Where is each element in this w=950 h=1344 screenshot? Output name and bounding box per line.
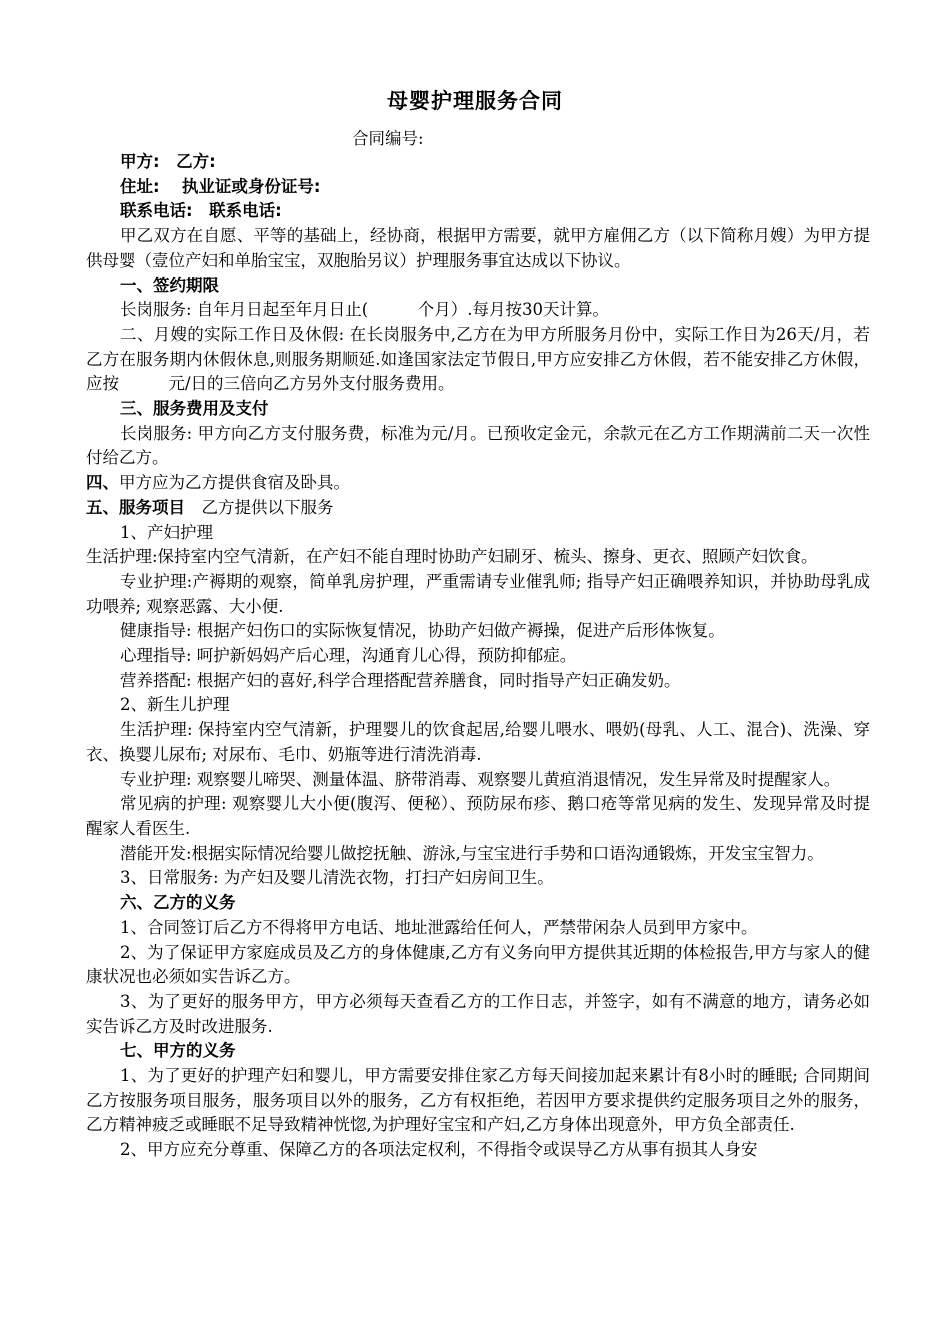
phone-line: 联系电话: 联系电话: bbox=[120, 201, 282, 221]
newborn-life-care: 生活护理: 保持室内空气清新，护理婴儿的饮食起居,给婴儿喂水、喂奶(母乳、人工、混合)、洗澡、穿衣、换婴儿尿布; 对尿布、毛巾、奶瓶等进行清洗消毒. bbox=[86, 720, 870, 764]
section-5-3-daily: 3、日常服务: 为产妇及婴儿清洗衣物，打扫产妇房间卫生。 bbox=[120, 868, 554, 888]
section-7-item-1: 1、为了更好的护理产妇和婴儿，甲方需要安排住家乙方每天间接加起来累计有8小时的睡眠; 合同期间乙方按服务项目服务，服务项目以外的服务，乙方有权拒绝，若因甲方要求提供约定服务项目之外的服务，乙方精神疲乏或睡眠不足导致精神恍惚,为护理好宝宝和产妇,乙方身体出现意外，甲方负全部责任. bbox=[86, 1066, 870, 1135]
section-4-number: 四、 bbox=[86, 473, 119, 493]
address-line: 住址: 执业证或身份证号: bbox=[120, 176, 321, 196]
section-5-1-title: 1、产妇护理 bbox=[120, 522, 213, 542]
mother-health-guidance: 健康指导: 根据产妇伤口的实际恢复情况，协助产妇做产褥操，促进产后形体恢复。 bbox=[120, 621, 725, 641]
contract-number-label: 合同编号: bbox=[352, 129, 424, 148]
mother-nutrition: 营养搭配: 根据产妇的喜好,科学合理搭配营养膳食，同时指导产妇正确发奶。 bbox=[120, 670, 681, 690]
section-5-subheading: 乙方提供以下服务 bbox=[185, 497, 334, 517]
section-3-heading: 三、服务费用及支付 bbox=[120, 399, 269, 419]
section-5-2-title: 2、新生儿护理 bbox=[120, 695, 230, 715]
section-7-item-2: 2、甲方应充分尊重、保障乙方的各项法定权利，不得指令或误导乙方从事有损其人身安 bbox=[120, 1140, 758, 1160]
section-6-item-2: 2、为了保证甲方家庭成员及乙方的身体健康,乙方有义务向甲方提供其近期的体检报告,甲方与家人的健康状况也必须如实告诉乙方。 bbox=[86, 942, 870, 987]
document-body bbox=[86, 150, 870, 1163]
section-6-heading: 六、乙方的义务 bbox=[120, 893, 236, 913]
mother-professional-care: 专业护理:产褥期的观察，简单乳房护理，严重需请专业催乳师; 指导产妇正确喂养知识，并协助母乳成功喂养; 观察恶露、大小便. bbox=[86, 571, 870, 616]
section-1-heading: 一、签约期限 bbox=[120, 275, 219, 295]
section-6-item-3: 3、为了更好的服务甲方，甲方必须每天查看乙方的工作日志，并签字，如有不满意的地方，请务必如实告诉乙方及时改进服务. bbox=[86, 991, 870, 1036]
section-4 bbox=[86, 471, 870, 496]
mother-life-care: 生活护理:保持室内空气清新，在产妇不能自理时协助产妇刷牙、梳头、擦身、更衣、照顾产妇饮食。 bbox=[86, 547, 818, 567]
document-title: 母婴护理服务合同 bbox=[387, 89, 563, 113]
section-2-text: 二、月嫂的实际工作日及休假: 在长岗服务中,乙方在为甲方所服务月份中，实际工作日为26天/月，若乙方在服务期内休假休息,则服务期顺延.如逢国家法定节假日,甲方应安排乙方休假，若不能安排乙方休假，应按 元/日的三倍向乙方另外支付服务费用。 bbox=[86, 324, 870, 394]
newborn-potential: 潜能开发:根据实际情况给婴儿做挖抚触、游泳,与宝宝进行手势和口语沟通锻炼，开发宝宝智力。 bbox=[120, 843, 824, 863]
newborn-common-illness: 常见病的护理: 观察婴儿大小便(腹泻、便秘）、预防尿布疹、鹅口疮等常见病的发生、发现异常及时提醒家人看医生. bbox=[86, 794, 870, 838]
section-4-text: 甲方应为乙方提供食宿及卧具。 bbox=[119, 473, 350, 493]
mother-psych-guidance: 心理指导: 呵护新妈妈产后心理，沟通育儿心得，预防抑郁症。 bbox=[120, 646, 577, 666]
intro-paragraph: 甲乙双方在自愿、平等的基础上，经协商，根据甲方需要，就甲方雇佣乙方（以下简称月嫂）为甲方提供母婴（壹位产妇和单胎宝宝，双胞胎另议）护理服务事宜达成以下协议。 bbox=[86, 226, 870, 270]
section-5-heading-line bbox=[86, 496, 870, 521]
section-5-heading: 五、服务项目 bbox=[86, 497, 185, 517]
section-1-text: 长岗服务: 自年月日起至年月日止( 个月）.每月按30天计算。 bbox=[120, 300, 609, 320]
section-6-item-1: 1、合同签订后乙方不得将甲方电话、地址泄露给任何人，严禁带闲杂人员到甲方家中。 bbox=[120, 917, 758, 937]
newborn-professional-care: 专业护理: 观察婴儿啼哭、测量体温、脐带消毒、观察婴儿黄疸消退情况，发生异常及时提醒家人。 bbox=[120, 769, 841, 789]
section-3-text: 长岗服务: 甲方向乙方支付服务费，标准为元/月。已预收定金元，余款元在乙方工作期满前二天一次性付给乙方。 bbox=[86, 423, 870, 468]
section-7-heading: 七、甲方的义务 bbox=[120, 1041, 236, 1061]
party-line: 甲方: 乙方: bbox=[120, 152, 216, 171]
